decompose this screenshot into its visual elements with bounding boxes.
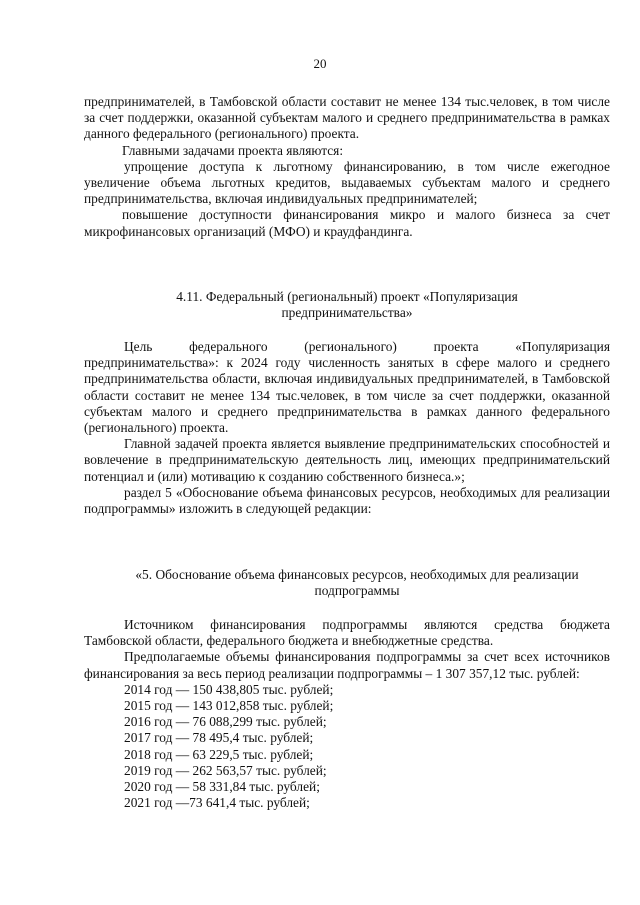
financing-by-year-list: [84, 682, 610, 812]
paragraph: Цель федерального (регионального) проекта «Популяризация предпринимательства»: к 2024 году численность занятых в сфере малого и среднего предпринимательства области, включая индивидуальных предпринимателей, в Тамбовской области составит не менее 134 тыс.человек, в том числе за счет поддержки, оказанной субъектам малого и среднего предпринимательства в рамках данного федерального (регионального) проекта.: [84, 339, 610, 436]
paragraph: Главной задачей проекта является выявление предпринимательских способностей и вовлечение в предпринимательскую деятельность лиц, имеющих предпринимательский потенциал и (или) мотивацию к созданию собственного бизнеса.»;: [84, 436, 610, 484]
section-heading: 4.11. Федеральный (региональный) проект «Популяризация предпринимательства»: [176, 289, 518, 321]
paragraph: упрощение доступа к льготному финансированию, в том числе ежегодное увеличение объема льготных кредитов, выдаваемых субъектам малого и среднего предпринимательства, включая индивидуальных предпринимателей;: [84, 158, 610, 207]
paragraph: раздел 5 «Обоснование объема финансовых ресурсов, необходимых для реализации подпрограммы» изложить в следующей редакции:: [84, 484, 610, 517]
paragraph: Предполагаемые объемы финансирования подпрограммы за счет всех источников финансирования за весь период реализации подпрограммы – 1 307 357,12 тыс. рублей:: [84, 649, 610, 681]
intro-block: [84, 94, 610, 240]
paragraph: повышение доступности финансирования микро и малого бизнеса за счет микрофинансовых организаций (МФО) и краудфандинга.: [84, 207, 610, 239]
list-item: 2021 год —73 641,4 тыс. рублей;: [124, 795, 310, 811]
list-item: 2015 год — 143 012,858 тыс. рублей;: [124, 698, 334, 713]
list-item: 2014 год — 150 438,805 тыс. рублей;: [124, 681, 334, 697]
paragraph: Источником финансирования подпрограммы являются средства бюджета Тамбовской области, федерального бюджета и внебюджетные средства.: [84, 617, 610, 649]
list-item: 2017 год — 78 495,4 тыс. рублей;: [124, 730, 314, 746]
section-heading-5: [84, 567, 610, 599]
section-heading: «5. Обоснование объема финансовых ресурсов, необходимых для реализации подпрограммы: [135, 567, 579, 599]
list-item: 2018 год — 63 229,5 тыс. рублей;: [124, 746, 314, 762]
financing-block: [84, 617, 610, 811]
list-item: 2020 год — 58 331,84 тыс. рублей;: [124, 778, 320, 794]
list-item: 2019 год — 262 563,57 тыс. рублей;: [124, 762, 327, 778]
paragraph: Главными задачами проекта являются:: [122, 142, 344, 158]
project-goal-block: [84, 339, 610, 517]
page-number: 20: [313, 56, 327, 71]
section-heading-4-11: [84, 289, 610, 321]
paragraph: предпринимателей, в Тамбовской области составит не менее 134 тыс.человек, в том числе за счет поддержки, оказанной субъектам малого и среднего предпринимательства в рамках данного федерального (регионального) проекта.: [84, 94, 610, 142]
list-item: 2016 год — 76 088,299 тыс. рублей;: [124, 714, 327, 730]
